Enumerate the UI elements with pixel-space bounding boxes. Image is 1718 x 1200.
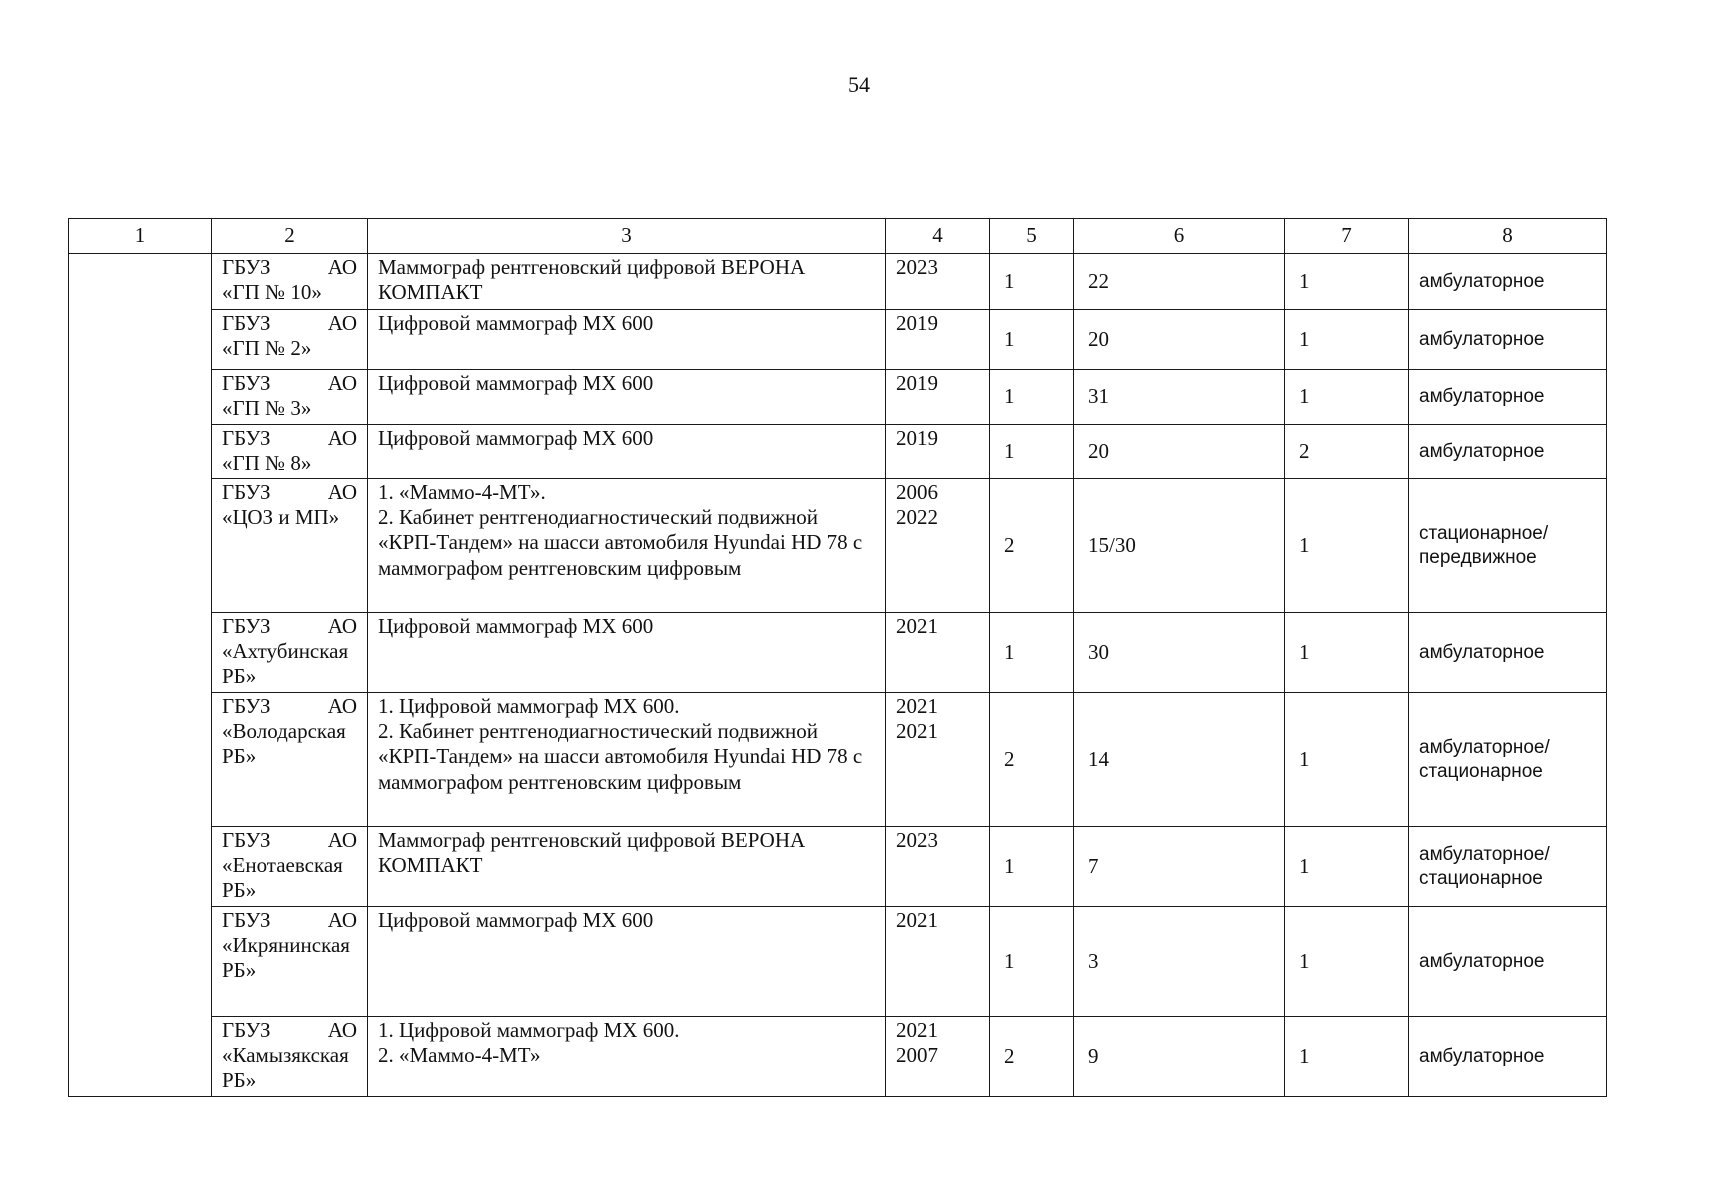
- quantity-cell: 1: [1285, 907, 1409, 1017]
- year-value: 2021: [896, 719, 938, 744]
- equipment-item: Цифровой маммограф MX 600: [378, 426, 654, 450]
- organization-prefix: ГБУЗ: [222, 1018, 271, 1042]
- value-cell: 20: [1074, 425, 1285, 479]
- organization-cell: [212, 310, 368, 370]
- organization-prefix: ГБУЗ: [222, 255, 271, 279]
- table-body: [69, 254, 1607, 1097]
- organization-prefix: ГБУЗ: [222, 614, 271, 638]
- quantity-cell: 1: [1285, 613, 1409, 693]
- year-value: 2021: [896, 1018, 938, 1042]
- organization-cell: [212, 425, 368, 479]
- count-cell: 1: [990, 827, 1074, 907]
- quantity-cell: 1: [1285, 254, 1409, 310]
- year-value: 2007: [896, 1043, 938, 1068]
- organization-prefix: ГБУЗ: [222, 480, 271, 504]
- organization-first-line: [222, 371, 357, 396]
- count-cell: 2: [990, 693, 1074, 827]
- count-cell: 1: [990, 310, 1074, 370]
- value-cell: 31: [1074, 370, 1285, 425]
- year-cell: [886, 1017, 990, 1097]
- count-cell: 2: [990, 479, 1074, 613]
- organization-prefix: ГБУЗ: [222, 828, 271, 852]
- organization-cell: [212, 254, 368, 310]
- page-number: 54: [848, 72, 870, 97]
- organization-region: АО: [327, 908, 357, 932]
- organization-cell: [212, 827, 368, 907]
- year-cell: [886, 613, 990, 693]
- year-cell: [886, 254, 990, 310]
- table-row: [69, 254, 1607, 310]
- year-value: 2021: [896, 614, 938, 638]
- organization-cell: [212, 613, 368, 693]
- usage-type-cell: амбулаторное: [1409, 425, 1607, 479]
- equipment-item: Цифровой маммограф MX 600: [378, 371, 654, 395]
- table-row: [69, 613, 1607, 693]
- equipment-item: 2. Кабинет рентгенодиагностический подвижной «КРП-Тандем» на шасси автомобиля Hyundai HD 78 с маммографом рентгеновским цифровым: [378, 719, 863, 794]
- organization-first-line: [222, 908, 357, 933]
- year-value: 2021: [896, 908, 938, 932]
- usage-type-cell: амбулаторное/ стационарное: [1409, 693, 1607, 827]
- table-row: [69, 693, 1607, 827]
- organization-region: АО: [327, 371, 357, 395]
- count-cell: 1: [990, 425, 1074, 479]
- year-cell: [886, 370, 990, 425]
- organization-region: АО: [327, 694, 357, 718]
- value-cell: 3: [1074, 907, 1285, 1017]
- column-header: 2: [212, 219, 368, 254]
- equipment-cell: [368, 254, 886, 310]
- table-row: [69, 907, 1607, 1017]
- column-header: 8: [1409, 219, 1607, 254]
- quantity-cell: 1: [1285, 310, 1409, 370]
- count-cell: 1: [990, 907, 1074, 1017]
- count-cell: 1: [990, 254, 1074, 310]
- equipment-item: Цифровой маммограф MX 600: [378, 614, 654, 638]
- organization-prefix: ГБУЗ: [222, 311, 271, 335]
- table-row: [69, 479, 1607, 613]
- year-value: 2022: [896, 505, 938, 530]
- usage-type-cell: амбулаторное: [1409, 370, 1607, 425]
- table-row: [69, 1017, 1607, 1097]
- equipment-item: Цифровой маммограф MX 600: [378, 908, 654, 932]
- year-value: 2021: [896, 694, 938, 718]
- organization-name: «Володарская РБ»: [222, 719, 346, 769]
- organization-region: АО: [327, 255, 357, 279]
- equipment-cell: [368, 613, 886, 693]
- organization-first-line: [222, 828, 357, 853]
- column-header: 7: [1285, 219, 1409, 254]
- equipment-item: 2. «Маммо-4-МТ»: [378, 1043, 541, 1068]
- year-cell: [886, 310, 990, 370]
- usage-type-cell: амбулаторное/ стационарное: [1409, 827, 1607, 907]
- column-header: 5: [990, 219, 1074, 254]
- year-value: 2019: [896, 426, 938, 450]
- usage-type-cell: амбулаторное: [1409, 613, 1607, 693]
- value-cell: 20: [1074, 310, 1285, 370]
- table-row: [69, 425, 1607, 479]
- value-cell: 14: [1074, 693, 1285, 827]
- header-row: [69, 219, 1607, 254]
- quantity-cell: 1: [1285, 479, 1409, 613]
- year-value: 2023: [896, 255, 938, 279]
- organization-region: АО: [327, 426, 357, 450]
- organization-name: «Енотаевская РБ»: [222, 853, 343, 903]
- quantity-cell: 1: [1285, 693, 1409, 827]
- organization-name: «ГП № 3»: [222, 396, 312, 421]
- organization-cell: [212, 479, 368, 613]
- organization-region: АО: [327, 828, 357, 852]
- equipment-cell: [368, 907, 886, 1017]
- organization-first-line: [222, 1018, 357, 1043]
- organization-prefix: ГБУЗ: [222, 694, 271, 718]
- organization-name: «ЦОЗ и МП»: [222, 505, 340, 530]
- organization-region: АО: [327, 1018, 357, 1042]
- year-cell: [886, 693, 990, 827]
- equipment-item: 1. «Маммо-4-МТ».: [378, 480, 546, 504]
- organization-region: АО: [327, 311, 357, 335]
- organization-name: «Ахтубинская РБ»: [222, 639, 349, 689]
- usage-type-cell: амбулаторное: [1409, 907, 1607, 1017]
- organization-first-line: [222, 614, 357, 639]
- equipment-cell: [368, 310, 886, 370]
- organization-name: «ГП № 8»: [222, 451, 312, 476]
- organization-name: «ГП № 10»: [222, 280, 322, 305]
- column-header: 1: [69, 219, 212, 254]
- organization-prefix: ГБУЗ: [222, 426, 271, 450]
- year-cell: [886, 479, 990, 613]
- organization-cell: [212, 370, 368, 425]
- year-value: 2019: [896, 371, 938, 395]
- equipment-item: 1. Цифровой маммограф MX 600.: [378, 1018, 680, 1042]
- year-cell: [886, 907, 990, 1017]
- organization-first-line: [222, 255, 357, 280]
- column-1-empty-cell: [69, 254, 212, 1097]
- count-cell: 2: [990, 1017, 1074, 1097]
- equipment-item: Маммограф рентгеновский цифровой ВЕРОНА КОМПАКТ: [378, 255, 806, 305]
- value-cell: 22: [1074, 254, 1285, 310]
- organization-name: «ГП № 2»: [222, 336, 312, 361]
- organization-region: АО: [327, 480, 357, 504]
- equipment-cell: [368, 1017, 886, 1097]
- usage-type-cell: амбулаторное: [1409, 310, 1607, 370]
- column-header: 4: [886, 219, 990, 254]
- organization-cell: [212, 1017, 368, 1097]
- value-cell: 30: [1074, 613, 1285, 693]
- organization-first-line: [222, 311, 357, 336]
- organization-cell: [212, 693, 368, 827]
- value-cell: 7: [1074, 827, 1285, 907]
- organization-prefix: ГБУЗ: [222, 371, 271, 395]
- year-value: 2019: [896, 311, 938, 335]
- usage-type-cell: амбулаторное: [1409, 1017, 1607, 1097]
- organization-region: АО: [327, 614, 357, 638]
- equipment-cell: [368, 370, 886, 425]
- equipment-item: 1. Цифровой маммограф MX 600.: [378, 694, 680, 718]
- equipment-item: Цифровой маммограф MX 600: [378, 311, 654, 335]
- equipment-item: 2. Кабинет рентгенодиагностический подвижной «КРП-Тандем» на шасси автомобиля Hyundai HD 78 с маммографом рентгеновским цифровым: [378, 505, 863, 580]
- year-value: 2023: [896, 828, 938, 852]
- column-header: 3: [368, 219, 886, 254]
- organization-first-line: [222, 426, 357, 451]
- value-cell: 15/30: [1074, 479, 1285, 613]
- equipment-cell: [368, 479, 886, 613]
- equipment-cell: [368, 425, 886, 479]
- organization-prefix: ГБУЗ: [222, 908, 271, 932]
- quantity-cell: 1: [1285, 1017, 1409, 1097]
- table-row: [69, 310, 1607, 370]
- equipment-cell: [368, 693, 886, 827]
- usage-type-cell: стационарное/передвижное: [1409, 479, 1607, 613]
- quantity-cell: 1: [1285, 370, 1409, 425]
- quantity-cell: 2: [1285, 425, 1409, 479]
- count-cell: 1: [990, 613, 1074, 693]
- equipment-item: Маммограф рентгеновский цифровой ВЕРОНА КОМПАКТ: [378, 828, 806, 878]
- organization-first-line: [222, 480, 357, 505]
- equipment-cell: [368, 827, 886, 907]
- column-header: 6: [1074, 219, 1285, 254]
- year-cell: [886, 827, 990, 907]
- table-row: [69, 370, 1607, 425]
- organization-first-line: [222, 694, 357, 719]
- quantity-cell: 1: [1285, 827, 1409, 907]
- value-cell: 9: [1074, 1017, 1285, 1097]
- organization-name: «Икрянинская РБ»: [222, 933, 350, 983]
- usage-type-cell: амбулаторное: [1409, 254, 1607, 310]
- organization-name: «Камызякская РБ»: [222, 1043, 349, 1093]
- table-row: [69, 827, 1607, 907]
- count-cell: 1: [990, 370, 1074, 425]
- year-cell: [886, 425, 990, 479]
- year-value: 2006: [896, 480, 938, 504]
- equipment-table: [68, 218, 1607, 1097]
- organization-cell: [212, 907, 368, 1017]
